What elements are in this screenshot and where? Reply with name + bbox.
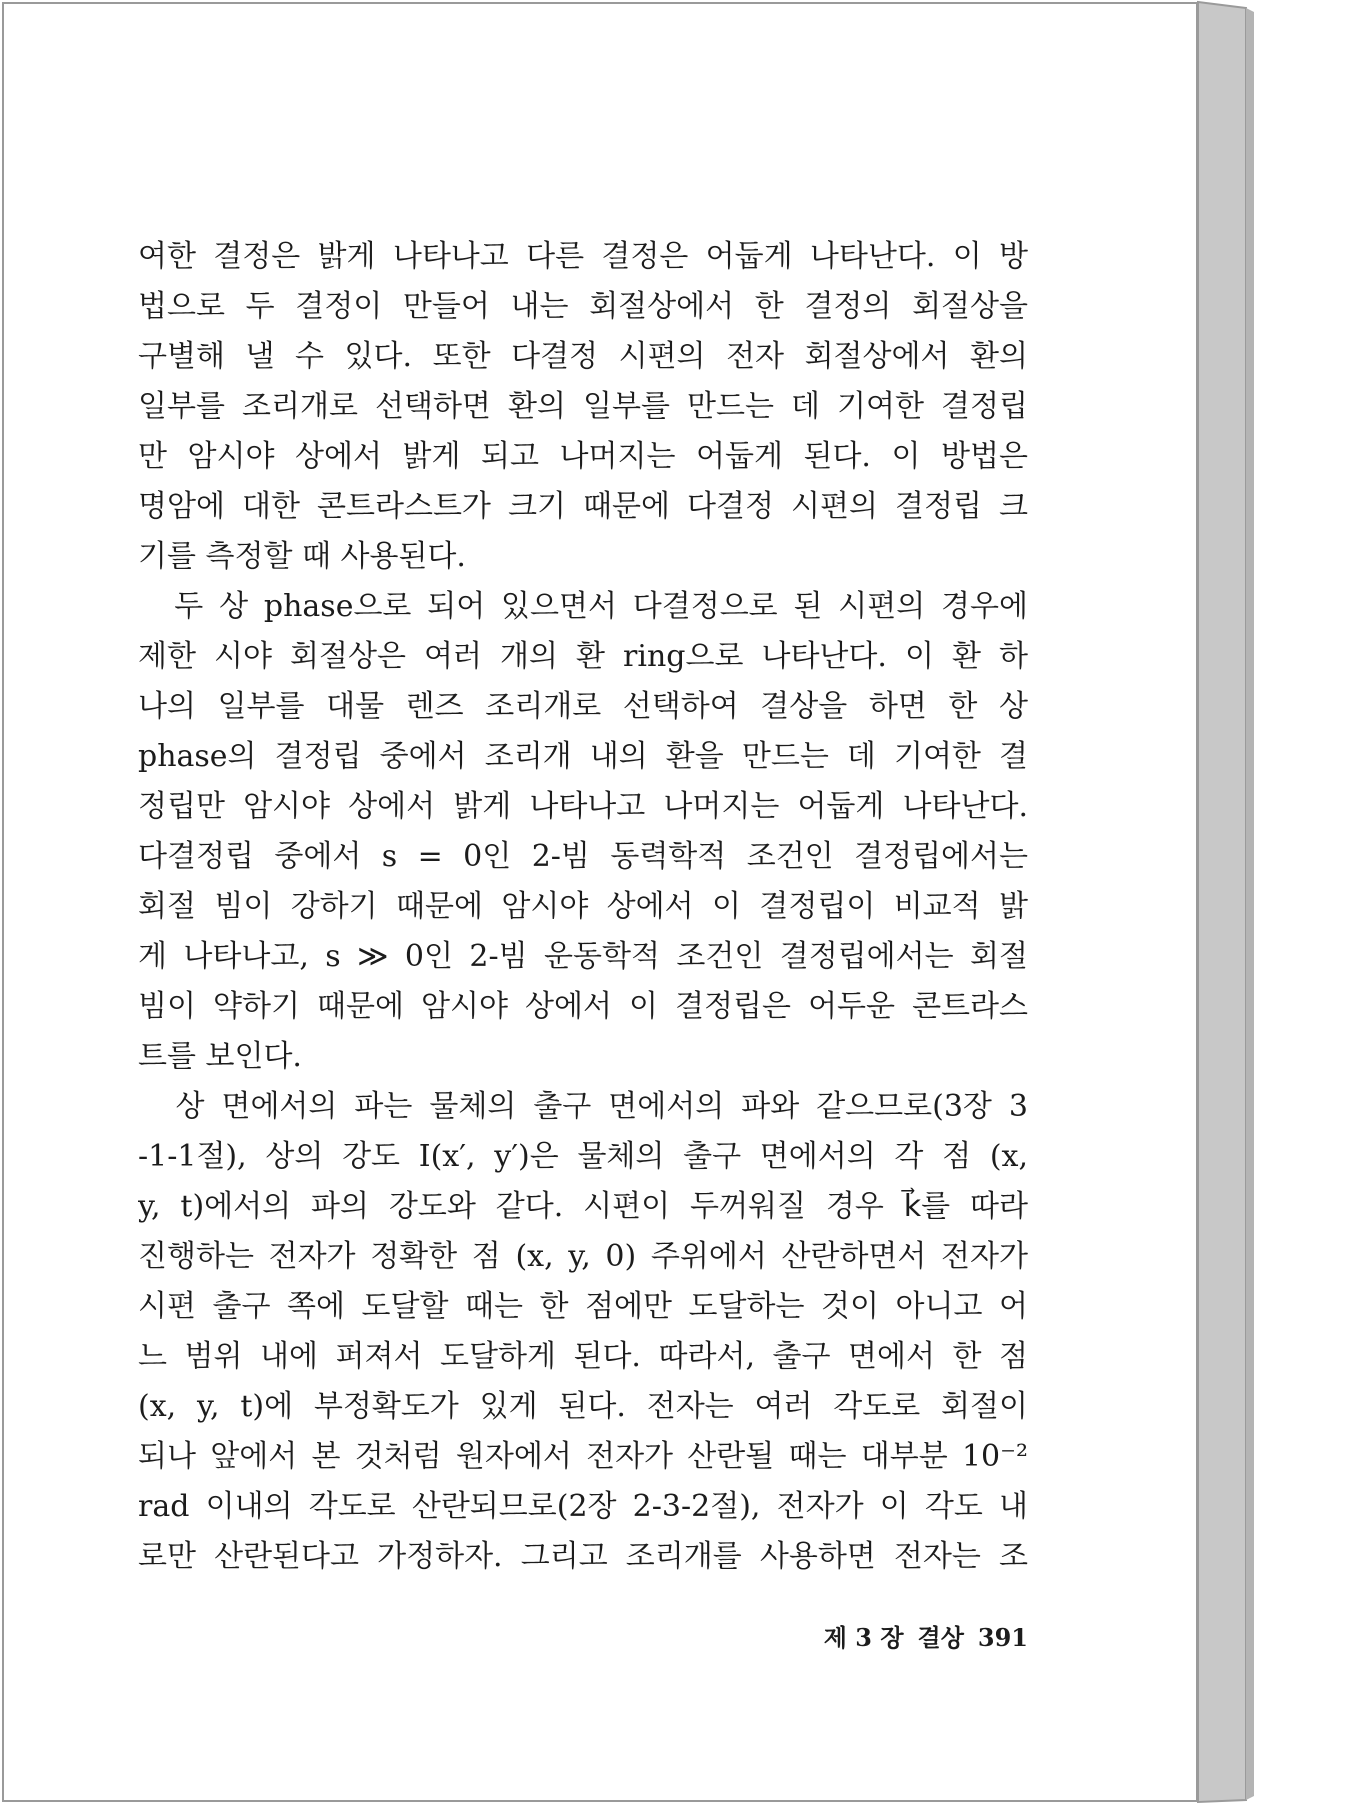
book-thickness-shape bbox=[1198, 2, 1346, 1804]
text-line: 명암에 대한 콘트라스트가 크기 때문에 다결정 시편의 결정립 크 bbox=[138, 489, 1028, 524]
text-line: 느 범위 내에 퍼져서 도달하게 된다. 따라서, 출구 면에서 한 점 bbox=[138, 1339, 1028, 1374]
text-line: y, t)에서의 파의 강도와 같다. 시편이 두꺼워질 경우 k⃗를 따라 bbox=[138, 1189, 1028, 1224]
text-line: 되나 앞에서 본 것처럼 원자에서 전자가 산란될 때는 대부분 10⁻² bbox=[138, 1439, 1028, 1474]
text-line: 나의 일부를 대물 렌즈 조리개로 선택하여 결상을 하면 한 상 bbox=[138, 689, 1028, 724]
text-line: phase의 결정립 중에서 조리개 내의 환을 만드는 데 기여한 결 bbox=[138, 739, 1028, 774]
text-line: 게 나타나고, s ≫ 0인 2-빔 운동학적 조건인 결정립에서는 회절 bbox=[138, 939, 1028, 974]
text-line: 법으로 두 결정이 만들어 내는 회절상에서 한 결정의 회절상을 bbox=[138, 289, 1028, 324]
text-line: rad 이내의 각도로 산란되므로(2장 2-3-2절), 전자가 이 각도 내 bbox=[138, 1489, 1028, 1524]
text-line: 로만 산란된다고 가정하자. 그리고 조리개를 사용하면 전자는 조 bbox=[138, 1539, 1028, 1574]
page-number: 391 bbox=[977, 1623, 1028, 1652]
running-footer bbox=[800, 1618, 1028, 1653]
text-line: 여한 결정은 밝게 나타나고 다른 결정은 어둡게 나타난다. 이 방 bbox=[138, 239, 1028, 274]
text-line: 구별해 낼 수 있다. 또한 다결정 시편의 전자 회절상에서 환의 bbox=[138, 339, 1028, 374]
text-line: 트를 보인다. bbox=[138, 1039, 302, 1074]
text-line: 정립만 암시야 상에서 밝게 나타나고 나머지는 어둡게 나타난다. bbox=[138, 789, 1028, 824]
text-line: -1-1절), 상의 강도 I(x′, y′)은 물체의 출구 면에서의 각 점 (x, bbox=[138, 1139, 1028, 1174]
body-text bbox=[138, 232, 1028, 1582]
text-line: 제한 시야 회절상은 여러 개의 환 ring으로 나타난다. 이 환 하 bbox=[138, 639, 1028, 674]
text-line: 만 암시야 상에서 밝게 되고 나머지는 어둡게 된다. 이 방법은 bbox=[138, 439, 1028, 474]
text-line: (x, y, t)에 부정확도가 있게 된다. 전자는 여러 각도로 회절이 bbox=[138, 1389, 1028, 1424]
text-line: 상 면에서의 파는 물체의 출구 면에서의 파와 같으므로(3장 3 bbox=[138, 1089, 1028, 1124]
text-line: 다결정립 중에서 s = 0인 2-빔 동력학적 조건인 결정립에서는 bbox=[138, 839, 1028, 874]
footer-title: 결상 bbox=[917, 1623, 964, 1652]
text-line: 두 상 phase으로 되어 있으면서 다결정으로 된 시편의 경우에 bbox=[138, 589, 1028, 624]
text-line: 진행하는 전자가 정확한 점 (x, y, 0) 주위에서 산란하면서 전자가 bbox=[138, 1239, 1028, 1274]
text-line: 일부를 조리개로 선택하면 환의 일부를 만드는 데 기여한 결정립 bbox=[138, 389, 1028, 424]
text-line: 빔이 약하기 때문에 암시야 상에서 이 결정립은 어두운 콘트라스 bbox=[138, 989, 1028, 1024]
footer-chapter: 제 3 장 bbox=[823, 1623, 904, 1652]
text-line: 기를 측정할 때 사용된다. bbox=[138, 539, 466, 574]
text-line: 회절 빔이 강하기 때문에 암시야 상에서 이 결정립이 비교적 밝 bbox=[138, 889, 1028, 924]
text-line: 시편 출구 쪽에 도달할 때는 한 점에만 도달하는 것이 아니고 어 bbox=[138, 1289, 1028, 1324]
